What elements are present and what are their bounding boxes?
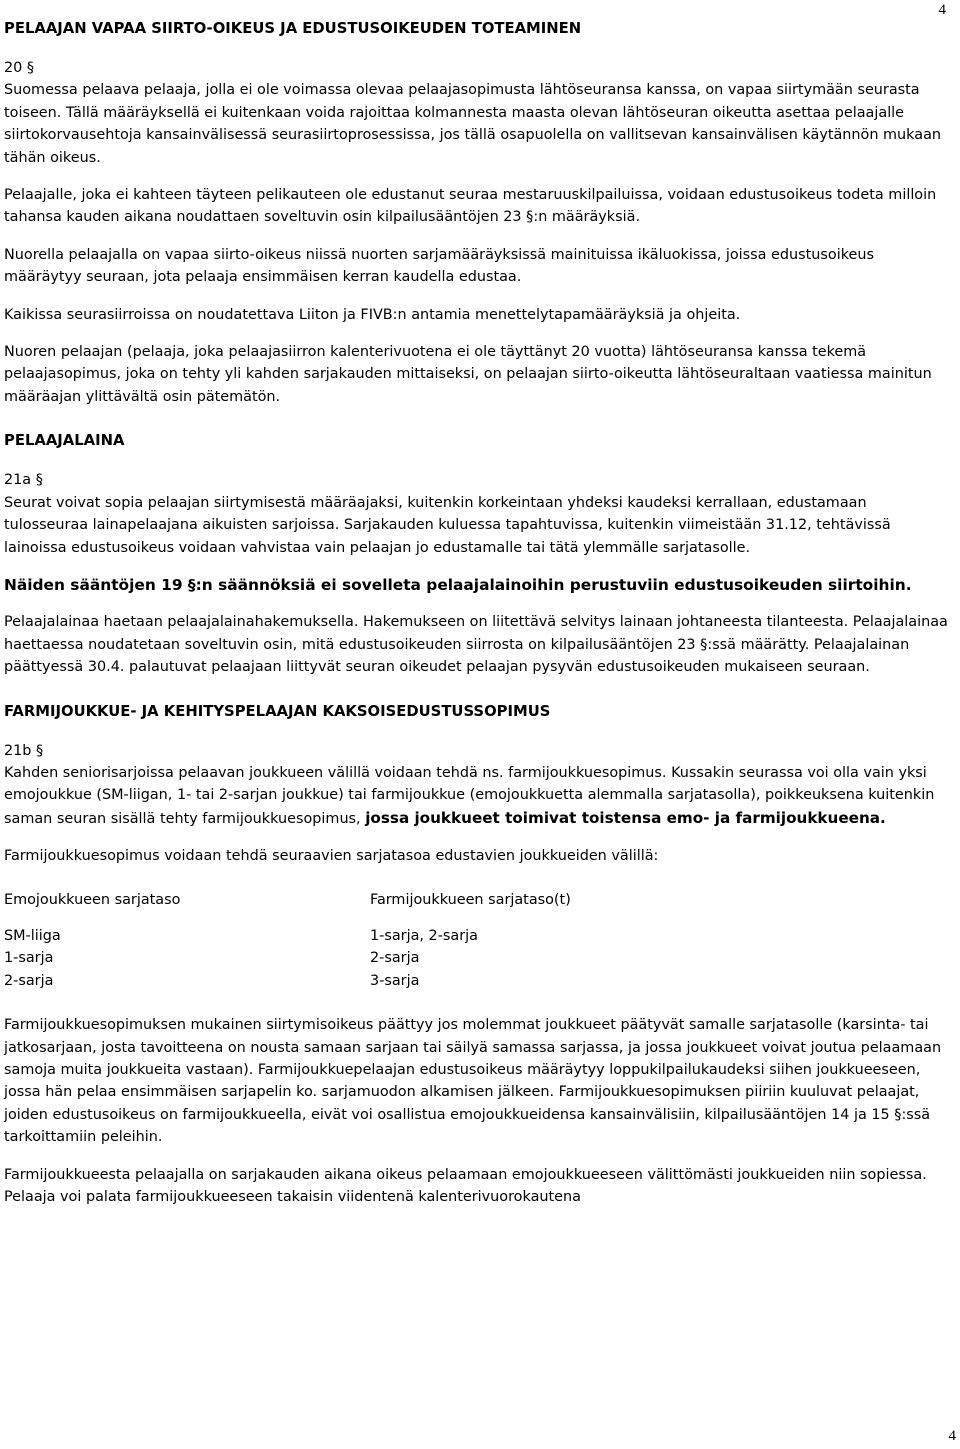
section-21b-paragraph-4: Farmijoukkueesta pelaajalla on sarjakauden aikana oikeus pelaamaan emojoukkueeseen välittömästi joukkueiden niin sopiessa. Pelaaja voi palata farmijoukkueeseen takaisin viidentenä kalenterivuorokautena bbox=[4, 1166, 927, 1206]
farm-table-cell-farm: 3-sarja bbox=[370, 972, 420, 989]
section-title-farm-team: FARMIJOUKKUE- JA KEHITYSPELAAJAN KAKSOISEDUSTUSSOPIMUS bbox=[4, 702, 551, 720]
farm-table-row bbox=[4, 925, 954, 947]
section-21a-mark: 21a § bbox=[4, 472, 43, 489]
document-body bbox=[4, 18, 954, 1223]
section-21b-paragraph-2: Farmijoukkuesopimus voidaan tehdä seuraavien sarjatasoa edustavien joukkueiden välillä: bbox=[4, 848, 659, 865]
section-21a-bold-rule: Näiden sääntöjen 19 §:n säännöksiä ei sovelleta pelaajalainoihin perustuviin edustusoikeuden siirtoihin. bbox=[4, 575, 912, 594]
section-21b-mark: 21b § bbox=[4, 742, 44, 759]
farm-table-cell-parent: 2-sarja bbox=[4, 972, 54, 989]
page-number-bottom: 4 bbox=[948, 1428, 956, 1444]
section-20-paragraph-4: Kaikissa seurasiirroissa on noudatettava Liiton ja FIVB:n antamia menettelytapamääräyksiä ja ohjeita. bbox=[4, 306, 741, 323]
farm-table-row bbox=[4, 970, 954, 992]
section-20-paragraph-3: Nuorella pelaajalla on vapaa siirto-oikeus niissä nuorten sarjamääräyksissä mainituissa ikäluokissa, joissa edustusoikeus määräytyy seuraan, jota pelaaja ensimmäisen kerran kaudella edustaa. bbox=[4, 246, 874, 286]
farm-table-cell-farm: 1-sarja, 2-sarja bbox=[370, 927, 478, 944]
section-21a-paragraph-1: Seurat voivat sopia pelaajan siirtymisestä määräajaksi, kuitenkin korkeintaan yhdeksi kaudeksi kerrallaan, edustamaan tulosseuraa lainapelaajana aikuisten sarjoissa. Sarjakauden kuluessa tapahtuvissa, kuitenkin viimeistään 31.12, tehtävissä lainoissa edustusoikeus voidaan vahvistaa vain pelaajan jo edustamalle tai tätä ylemmälle sarjatasolle. bbox=[4, 494, 891, 556]
section-21b-paragraph-3: Farmijoukkuesopimuksen mukainen siirtymisoikeus päättyy jos molemmat joukkueet päätyvät samalle sarjatasolle (karsinta- tai jatkosarjaan, josta tavoitteena on nousta samaan sarjaan tai säilyä samassa sarjassa, ja jossa joukkueet voivat joutua pelaamaan samoja muita joukkueita vastaan). Farmijoukkuepelaajan edustusoikeus määräytyy loppukilpailukaudeksi siihen joukkueeseen, jossa hän pelaa ensimmäisen sarjapelin ko. sarjamuodon alkamisen jälkeen. Farmijoukkuesopimuksen piiriin kuuluvat pelaajat, joiden edustusoikeus on farmijoukkueella, eivät voi osallistua emojoukkueidensa kansainvälisiin, kilpailusääntöjen 14 ja 15 §:ssä tarkoittamiin peleihin. bbox=[4, 1017, 942, 1146]
section-20-mark: 20 § bbox=[4, 60, 35, 76]
farm-table-header-parent: Emojoukkueen sarjataso bbox=[4, 891, 181, 908]
section-20-paragraph-2: Pelaajalle, joka ei kahteen täyteen pelikauteen ole edustanut seuraa mestaruuskilpailuissa, voidaan edustusoikeus todeta milloin tahansa kauden aikana noudattaen soveltuvin osin kilpailusääntöjen 23 §:n määräyksiä. bbox=[4, 187, 937, 226]
section-21a-paragraph-2: Pelaajalainaa haetaan pelaajalainahakemuksella. Hakemukseen on liitettävä selvitys lainaan johtaneesta tilanteesta. Pelaajalainaa haettaessa noudatetaan soveltuvin osin, mitä edustusoikeuden siirrosta on kilpailusääntöjen 23 §:ssä määrätty. Pelaajalainan päättyessä 30.4. palautuvat pelaajaan liittyvät seuran oikeudet pelaajan pysyvän edustusoikeuden mukaiseen seuraan. bbox=[4, 614, 948, 676]
farm-table-header-farm: Farmijoukkueen sarjataso(t) bbox=[370, 891, 571, 908]
farm-table-cell-parent: SM-liiga bbox=[4, 927, 61, 944]
section-21b-paragraph-1 bbox=[4, 762, 954, 830]
section-21b-paragraph-1-bold: jossa joukkueet toimivat toistensa emo- ja farmijoukkueena. bbox=[365, 808, 886, 827]
farm-table-header bbox=[4, 889, 954, 911]
section-title-transfer: PELAAJAN VAPAA SIIRTO-OIKEUS JA EDUSTUSOIKEUDEN TOTEAMINEN bbox=[4, 20, 582, 37]
farm-table-row bbox=[4, 947, 954, 969]
section-21b-paragraph-1-text: Kahden seniorisarjoissa pelaavan joukkueen välillä voidaan tehdä ns. farmijoukkuesopimus. Kussakin seurassa voi olla vain yksi emojoukkue (SM-liigan, 1- tai 2-sarjan joukkue) tai farmijoukkue (emojoukkuetta alemmalla sarjatasolla), poikkeuksena kuitenkin saman seuran sisällä tehty farmijoukkuesopimus, bbox=[4, 764, 935, 827]
section-20-paragraph-5: Nuoren pelaajan (pelaaja, joka pelaajasiirron kalenterivuotena ei ole täyttänyt 20 vuotta) lähtöseuransa kanssa tekemä pelaajasopimus, joka on tehty yli kahden sarjakauden mittaiseksi, on pelaajan siirto-oikeutta lähtöseuraltaan vaatiessa mainitun määräajan ylittävältä osin pätemätön. bbox=[4, 344, 932, 405]
section-20-paragraph-1: Suomessa pelaava pelaaja, jolla ei ole voimassa olevaa pelaajasopimusta lähtöseuransa kanssa, on vapaa siirtymään seurasta toiseen. Tällä määräyksellä ei kuitenkaan voida rajoittaa kolmannesta maasta olevan lähtöseuran oikeutta asettaa pelaajalle siirtokorvausehtoja kansainvälisessä seurasiirtoprosessissa, jos tällä osapuolella on vallitsevan kansainvälisen käytännön mukaan tähän oikeus. bbox=[4, 82, 942, 166]
farm-table-cell-parent: 1-sarja bbox=[4, 950, 54, 967]
page-number-top: 4 bbox=[938, 2, 946, 18]
farm-table-cell-farm: 2-sarja bbox=[370, 950, 420, 967]
section-title-loan: PELAAJALAINA bbox=[4, 432, 125, 450]
